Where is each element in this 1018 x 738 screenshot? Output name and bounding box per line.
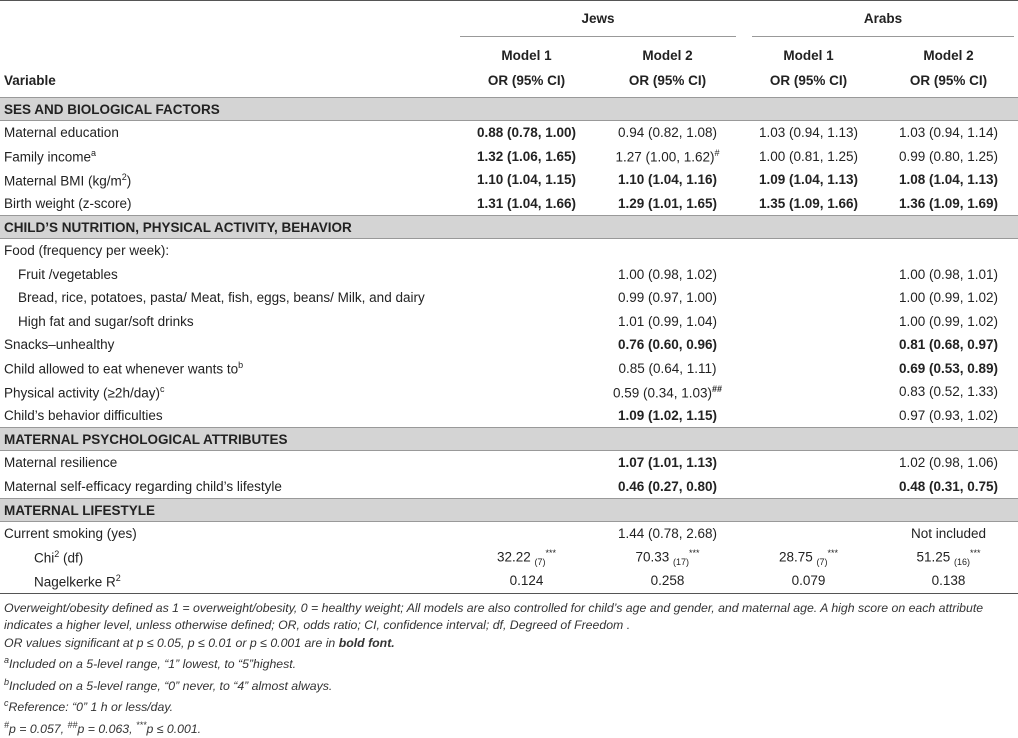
table-row: High fat and sugar/soft drinks 1.01 (0.99, 1.04) 1.00 (0.99, 1.02): [0, 310, 1018, 334]
table-row: Maternal self-efficacy regarding child’s lifestyle 0.46 (0.27, 0.80) 0.48 (0.31, 0.75): [0, 475, 1018, 499]
footnote-a: $^a$Included on a 5-level range, “1” lowest, to “5”highest.: [4, 655, 297, 672]
model2-header-jews: Model 2: [642, 48, 693, 63]
header-group-row: [0, 1, 1018, 38]
table-row: Birth weight (z-score) 1.31 (1.04, 1.66) 1.29 (1.01, 1.65) 1.35 (1.09, 1.66) 1.36 (1.09, 1.69): [0, 192, 1018, 216]
or-ci-header: OR (95% CI): [487, 72, 566, 88]
footnote-significance: OR values significant at p ≤ 0.05, p ≤ 0.01 or p ≤ 0.001 are in bold font.: [4, 635, 395, 650]
table-row: Chi$^2$ (df) 32.22 $_{(7)}$*** 70.33 $_{(17)}$*** 28.75 $_{(7)}$*** 51.25 $_{(16)}$***: [0, 546, 1018, 570]
table-row: Bread, rice, potatoes, pasta/ Meat, fish, eggs, beans/ Milk, and dairy 0.99 (0.97, 1.00) 1.00 (0.99, 1.02): [0, 286, 1018, 310]
table-row: Maternal education 0.88 (0.78, 1.00) 0.94 (0.82, 1.08) 1.03 (0.94, 1.13) 1.03 (0.94, 1.14): [0, 121, 1018, 145]
or-ci-header: OR (95% CI): [909, 72, 988, 88]
header-model-row: [0, 37, 1018, 63]
row-label: Nagelkerke $R^2$: [0, 569, 456, 593]
footnote-c: $^c$Reference: “0” 1 h or less/day.: [4, 698, 173, 715]
row-label: Maternal self-efficacy regarding child’s lifestyle: [4, 478, 282, 494]
table-row: Physical activity (≥2h/day)$^c$ 0.59 (0.34, 1.03)## 0.83 (0.52, 1.33): [0, 380, 1018, 404]
row-label: Bread, rice, potatoes, pasta/ Meat, fish, eggs, beans/ Milk, and dairy: [18, 290, 425, 306]
table-row: [0, 239, 1018, 263]
table-row: Fruit /vegetables 1.00 (0.98, 1.02) 1.00 (0.98, 1.01): [0, 263, 1018, 287]
table-row: Maternal resilience 1.07 (1.01, 1.13) 1.02 (0.98, 1.06): [0, 451, 1018, 475]
row-label: Snacks–unhealthy: [4, 337, 115, 353]
group-header-jews: Jews: [460, 1, 736, 37]
row-label: Child’s behavior difficulties: [4, 407, 163, 423]
row-label: Maternal BMI $(kg/m^2)$: [4, 171, 132, 188]
model1-header-arabs: Model 1: [783, 48, 834, 63]
footnote-p-values: #p = 0.057, ##p = 0.063, ***p ≤ 0.001.: [4, 719, 202, 736]
footnote-b: $^b$Included on a 5-level range, “0” never, to “4” almost always.: [4, 676, 333, 693]
table-row: Nagelkerke $R^2$ 0.124 0.258 0.079 0.138: [0, 569, 1018, 593]
row-label: Fruit /vegetables: [18, 266, 118, 282]
row-label: Maternal education: [4, 125, 119, 141]
section-header-nutrition: CHILD’S NUTRITION, PHYSICAL ACTIVITY, BEHAVIOR: [0, 216, 1018, 239]
row-label: Chi$^2$ (df): [34, 549, 84, 566]
table-row: Family income$^a$ 1.32 (1.06, 1.65) 1.27 (1.00, 1.62)# 1.00 (0.81, 1.25) 0.99 (0.80, 1.25): [0, 145, 1018, 169]
header-or-row: [0, 63, 1018, 98]
row-label: Physical activity (≥2h/day)$^c$: [4, 383, 165, 400]
group-header-arabs: Arabs: [752, 1, 1014, 37]
row-label: Food (frequency per week):: [4, 243, 170, 259]
row-label: Maternal resilience: [4, 455, 118, 471]
row-label: Current smoking (yes): [4, 526, 137, 542]
table-row: Snacks–unhealthy 0.76 (0.60, 0.96) 0.81 (0.68, 0.97): [0, 333, 1018, 357]
row-label: High fat and sugar/soft drinks: [18, 313, 194, 329]
model2-header-arabs: Model 2: [923, 48, 974, 63]
section-header-psych: MATERNAL PSYCHOLOGICAL ATTRIBUTES: [0, 428, 1018, 451]
or-ci-header: OR (95% CI): [628, 72, 707, 88]
or-ci-header: OR (95% CI): [769, 72, 848, 88]
table-footnotes: [0, 594, 1018, 738]
variable-header: Variable: [4, 72, 56, 88]
row-label: Child allowed to eat whenever wants $to^b$: [4, 360, 244, 377]
table-row: Child allowed to eat whenever wants $to^b$ 0.85 (0.64, 1.11) 0.69 (0.53, 0.89): [0, 357, 1018, 381]
section-header-lifestyle: MATERNAL LIFESTYLE: [0, 499, 1018, 522]
row-label: Family income$^a$: [4, 148, 97, 165]
footnote-definition: Overweight/obesity defined as 1 = overweight/obesity, 0 = healthy weight; All models are also controlled for child’s age and gender, and maternal age. A high score on each attribute indicates a higher level, unless otherwise defined; OR, odds ratio; CI, confidence interval; df, Degreed of Freedom .: [4, 600, 984, 632]
section-header-ses: SES AND BIOLOGICAL FACTORS: [0, 98, 1018, 121]
model1-header-jews: Model 1: [501, 48, 552, 63]
table-row: Current smoking (yes) 1.44 (0.78, 2.68) Not included: [0, 522, 1018, 546]
table-row: Child’s behavior difficulties 1.09 (1.02, 1.15) 0.97 (0.93, 1.02): [0, 404, 1018, 428]
row-label: Birth weight (z-score): [4, 195, 132, 211]
table-row: Maternal BMI $(kg/m^2)$ 1.10 (1.04, 1.15) 1.10 (1.04, 1.16) 1.09 (1.04, 1.13) 1.08 (1.04, 1.13): [0, 168, 1018, 192]
